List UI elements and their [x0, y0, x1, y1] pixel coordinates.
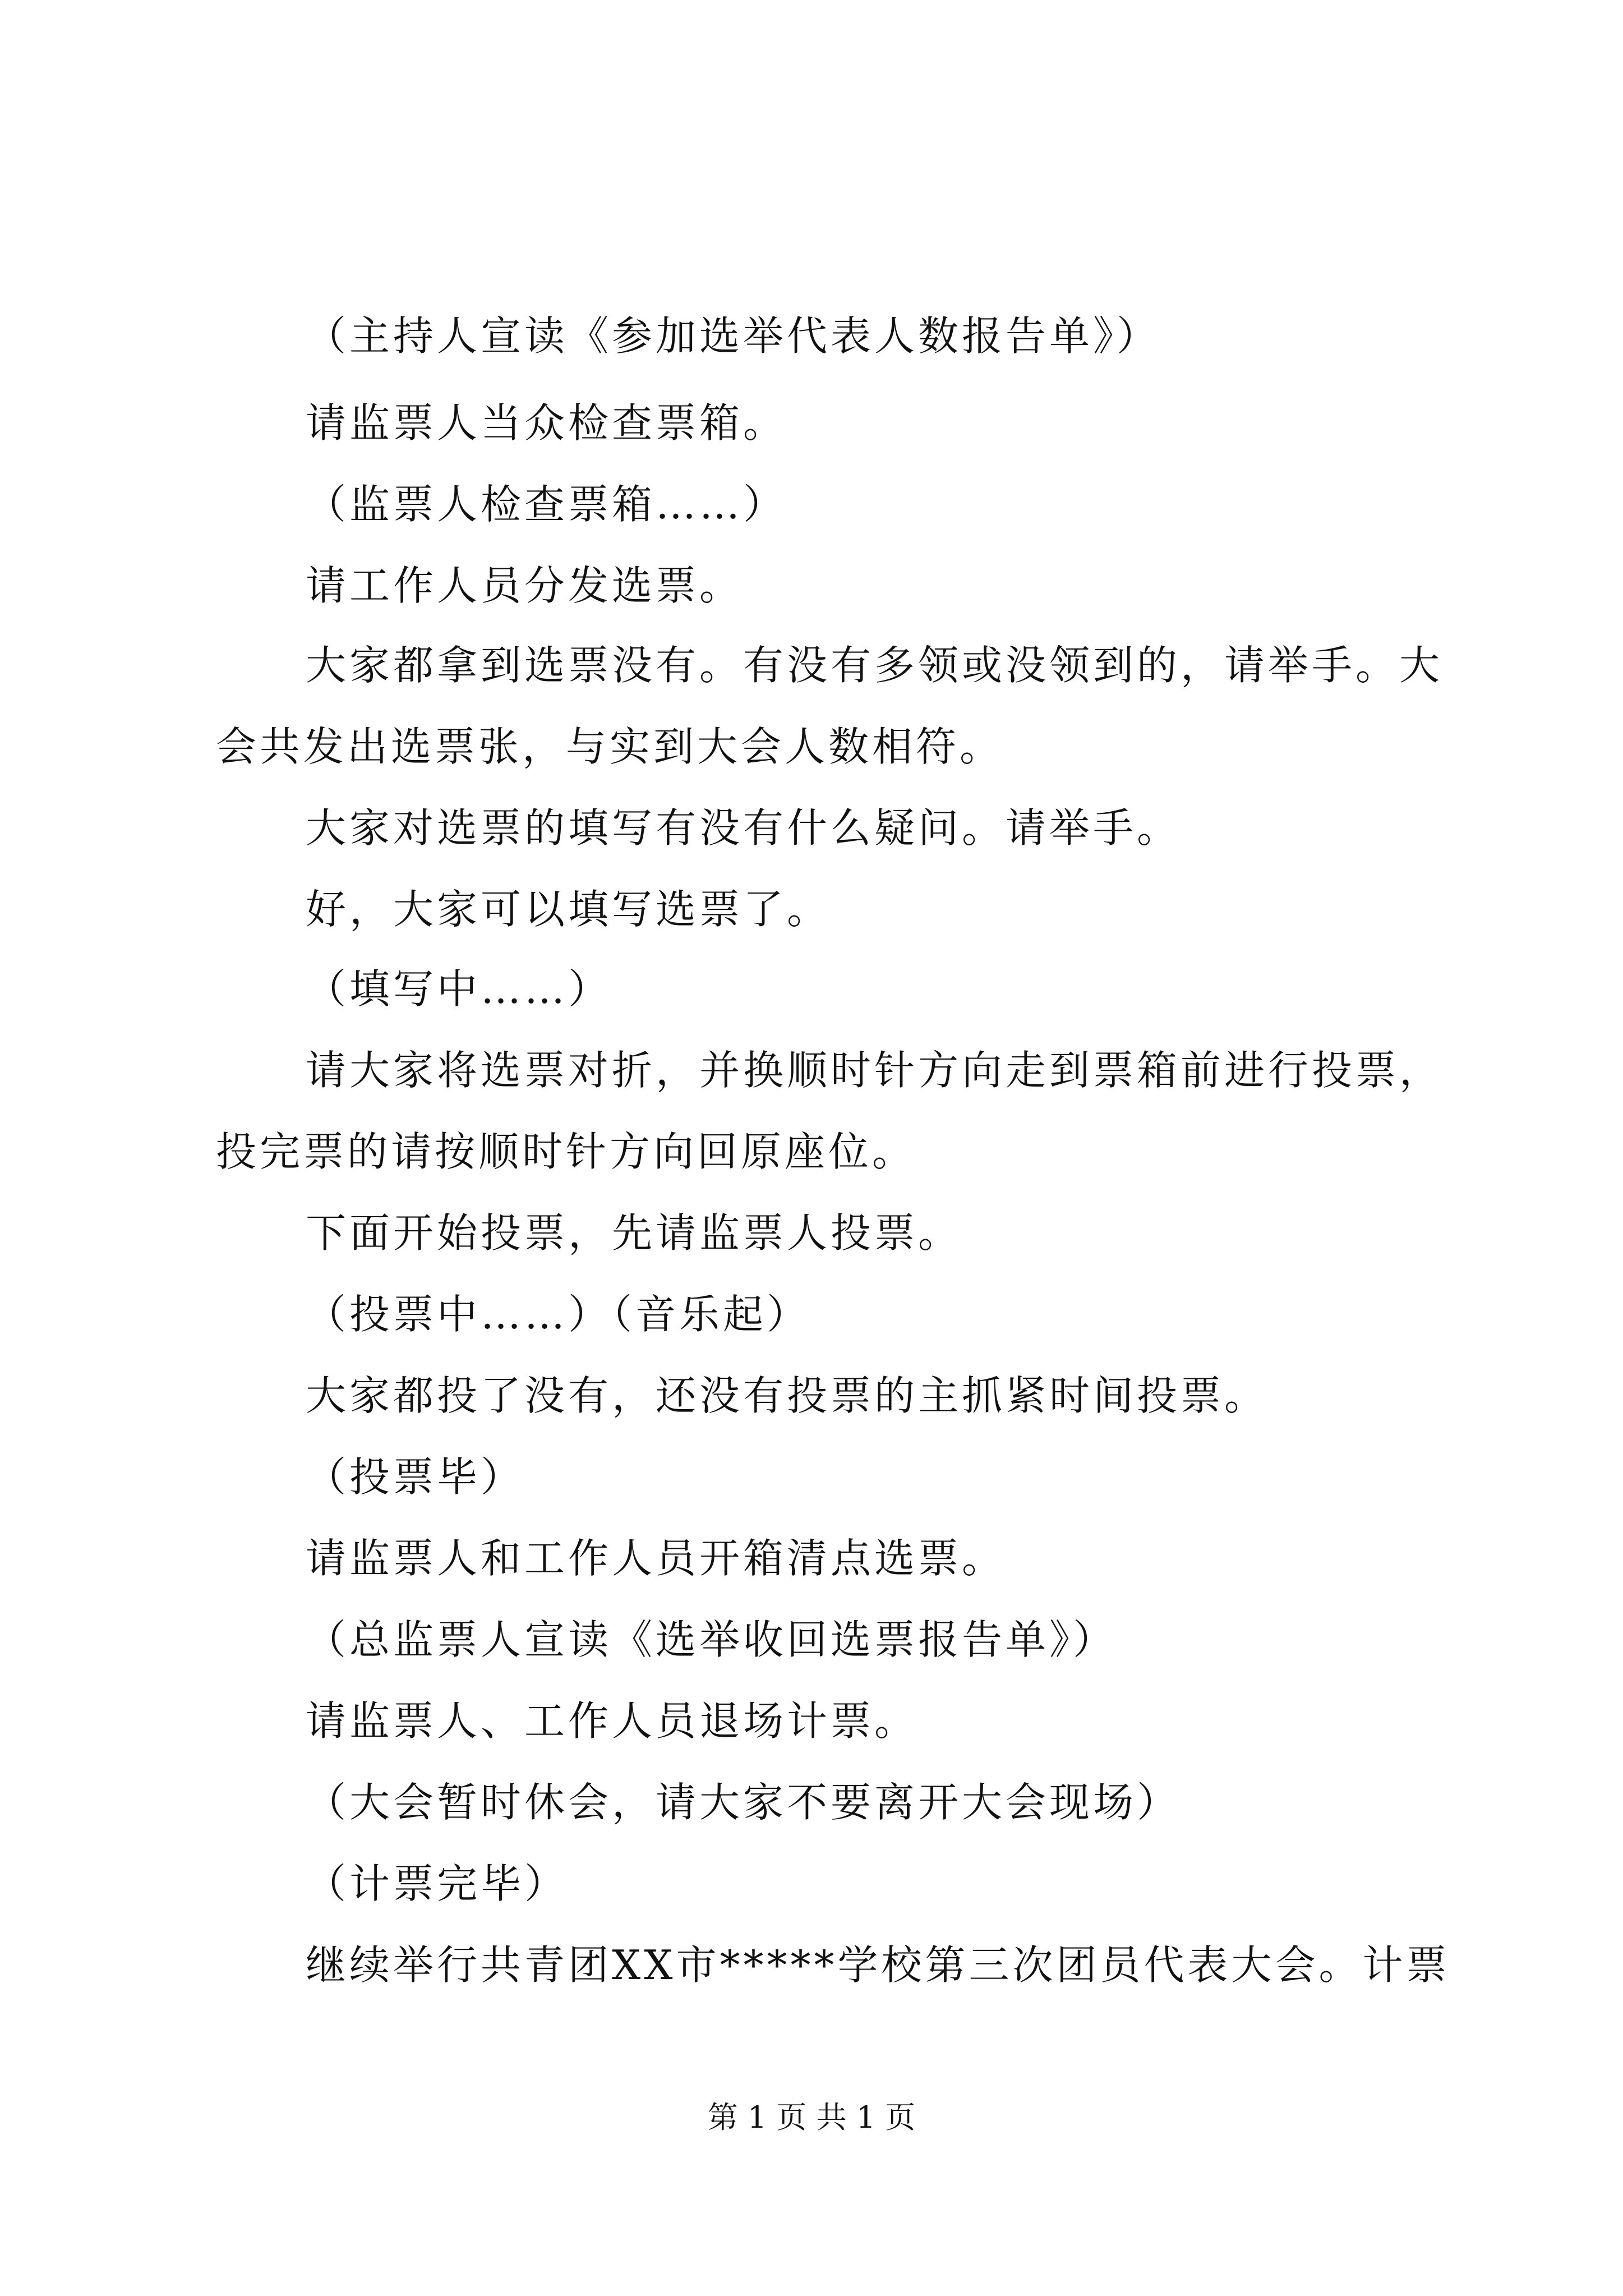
text-line: 大家都投了没有，还没有投票的主抓紧时间投票。: [306, 1372, 1269, 1419]
text-line: 请大家将选票对折，并换顺时针方向走到票箱前进行投票，: [306, 1047, 1444, 1094]
text-line: （填写中……）: [306, 965, 612, 1013]
text-line: 下面开始投票，先请监票人投票。: [306, 1209, 962, 1257]
text-line: （主持人宣读《参加选举代表人数报告单》）: [306, 312, 1161, 360]
text-line: （总监票人宣读《选举收回选票报告单》）: [306, 1616, 1117, 1663]
text-line: （投票中……）（音乐起）: [306, 1291, 811, 1338]
text-line: 投完票的请按顺时针方向回原座位。: [216, 1128, 916, 1175]
text-line: 好，大家可以填写选票了。: [306, 886, 831, 933]
text-line: 请工作人员分发选票。: [306, 562, 744, 609]
text-line: 大家都拿到选票没有。有没有多领或没领到的，请举手。大: [306, 642, 1444, 689]
page-footer: 第 1 页 共 1 页: [707, 2100, 916, 2135]
text-line: （监票人检查票箱……）: [306, 481, 787, 528]
text-line: 大家对选票的填写有没有什么疑问。请举手。: [306, 804, 1181, 852]
text-line: （投票毕）: [306, 1453, 525, 1501]
text-line: （计票完毕）: [306, 1860, 569, 1907]
text-line: （大会暂时休会，请大家不要离开大会现场）: [306, 1779, 1181, 1826]
text-line: 请监票人、工作人员退场计票。: [306, 1697, 919, 1745]
text-line: 会共发出选票张，与实到大会人数相符。: [216, 723, 1004, 770]
text-line: 请监票人当众检查票箱。: [306, 399, 787, 447]
text-line: 请监票人和工作人员开箱清点选票。: [306, 1535, 1006, 1582]
text-line: 继续举行共青团XX市*****学校第三次团员代表大会。计票: [306, 1941, 1450, 1989]
